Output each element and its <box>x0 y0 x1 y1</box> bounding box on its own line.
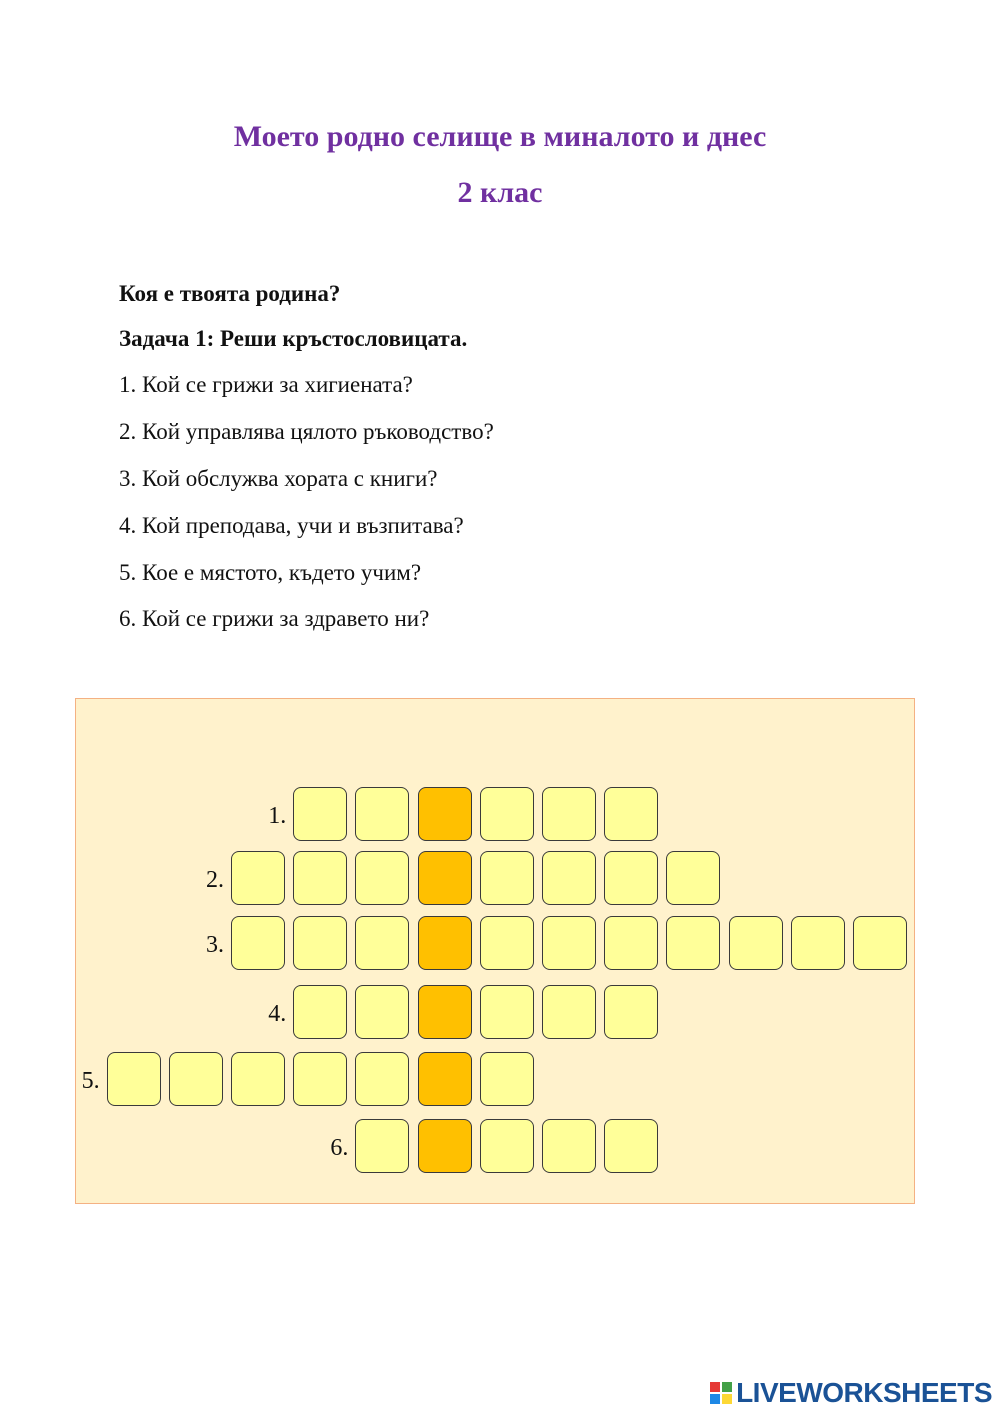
logo-square-yellow <box>722 1394 732 1404</box>
cell-row4-6[interactable] <box>604 985 658 1039</box>
cell-row5-7[interactable] <box>480 1052 534 1106</box>
cell-row2-2[interactable] <box>293 851 347 905</box>
row-number-4: 4. <box>268 1001 287 1027</box>
grade-label: 2 клас <box>457 176 543 209</box>
cell-row3-3[interactable] <box>355 916 409 970</box>
cell-row3-8[interactable] <box>666 916 720 970</box>
cell-row1-4[interactable] <box>480 787 534 841</box>
cell-row1-5[interactable] <box>542 787 596 841</box>
cell-row5-2[interactable] <box>169 1052 223 1106</box>
cell-row4-3-key[interactable] <box>418 985 472 1039</box>
logo-square-blue <box>710 1394 720 1404</box>
cell-row6-4[interactable] <box>542 1119 596 1173</box>
cell-row1-1[interactable] <box>293 787 347 841</box>
cell-row3-9[interactable] <box>729 916 783 970</box>
cell-row3-4-key[interactable] <box>418 916 472 970</box>
crossword-puzzle <box>75 698 915 1204</box>
cell-row5-1[interactable] <box>107 1052 161 1106</box>
cell-row4-4[interactable] <box>480 985 534 1039</box>
cell-row2-1[interactable] <box>231 851 285 905</box>
cell-row4-5[interactable] <box>542 985 596 1039</box>
cell-row3-6[interactable] <box>542 916 596 970</box>
logo-square-green <box>722 1382 732 1392</box>
row-number-3: 3. <box>206 932 224 958</box>
cell-row2-4-key[interactable] <box>418 851 472 905</box>
cell-row5-5[interactable] <box>355 1052 409 1106</box>
clue-3: 3. Кой обслужва хората с книги? <box>119 466 438 491</box>
cell-row6-1[interactable] <box>355 1119 409 1173</box>
cell-row5-6-key[interactable] <box>418 1052 472 1106</box>
cell-row3-5[interactable] <box>480 916 534 970</box>
cell-row3-11[interactable] <box>853 916 907 970</box>
clue-5: 5. Кое е мястото, където учим? <box>119 560 422 585</box>
clue-6: 6. Кой се грижи за здравето ни? <box>119 606 430 631</box>
cell-row3-10[interactable] <box>791 916 845 970</box>
row-number-2: 2. <box>206 867 224 893</box>
cell-row2-5[interactable] <box>480 851 534 905</box>
logo-mark-icon <box>710 1382 732 1404</box>
cell-row2-7[interactable] <box>604 851 658 905</box>
row-number-5: 5. <box>81 1068 100 1094</box>
logo-square-red <box>710 1382 720 1392</box>
question-heading: Коя е твоята родина? <box>119 281 341 306</box>
cell-row4-1[interactable] <box>293 985 347 1039</box>
cell-row2-3[interactable] <box>355 851 409 905</box>
cell-row1-3-key[interactable] <box>418 787 472 841</box>
liveworksheets-logo <box>710 1378 992 1408</box>
cell-row3-1[interactable] <box>231 916 285 970</box>
clue-1: 1. Кой се грижи за хигиената? <box>119 372 413 397</box>
cell-row5-4[interactable] <box>293 1052 347 1106</box>
row-number-1: 1. <box>268 803 287 829</box>
cell-row2-6[interactable] <box>542 851 596 905</box>
page-title: Моето родно селище в миналото и днес <box>233 120 767 153</box>
cell-row1-6[interactable] <box>604 787 658 841</box>
cell-row3-2[interactable] <box>293 916 347 970</box>
cell-row6-2-key[interactable] <box>418 1119 472 1173</box>
row-number-6: 6. <box>330 1135 349 1161</box>
task-heading: Задача 1: Реши кръстословицата. <box>119 326 468 351</box>
clue-2: 2. Кой управлява цялото ръководство? <box>119 419 494 444</box>
logo-text: LIVEWORKSHEETS <box>736 1377 992 1408</box>
cell-row4-2[interactable] <box>355 985 409 1039</box>
clue-4: 4. Кой преподава, учи и възпитава? <box>119 513 464 538</box>
cell-row2-8[interactable] <box>666 851 720 905</box>
cell-row3-7[interactable] <box>604 916 658 970</box>
cell-row6-3[interactable] <box>480 1119 534 1173</box>
cell-row6-5[interactable] <box>604 1119 658 1173</box>
cell-row1-2[interactable] <box>355 787 409 841</box>
cell-row5-3[interactable] <box>231 1052 285 1106</box>
